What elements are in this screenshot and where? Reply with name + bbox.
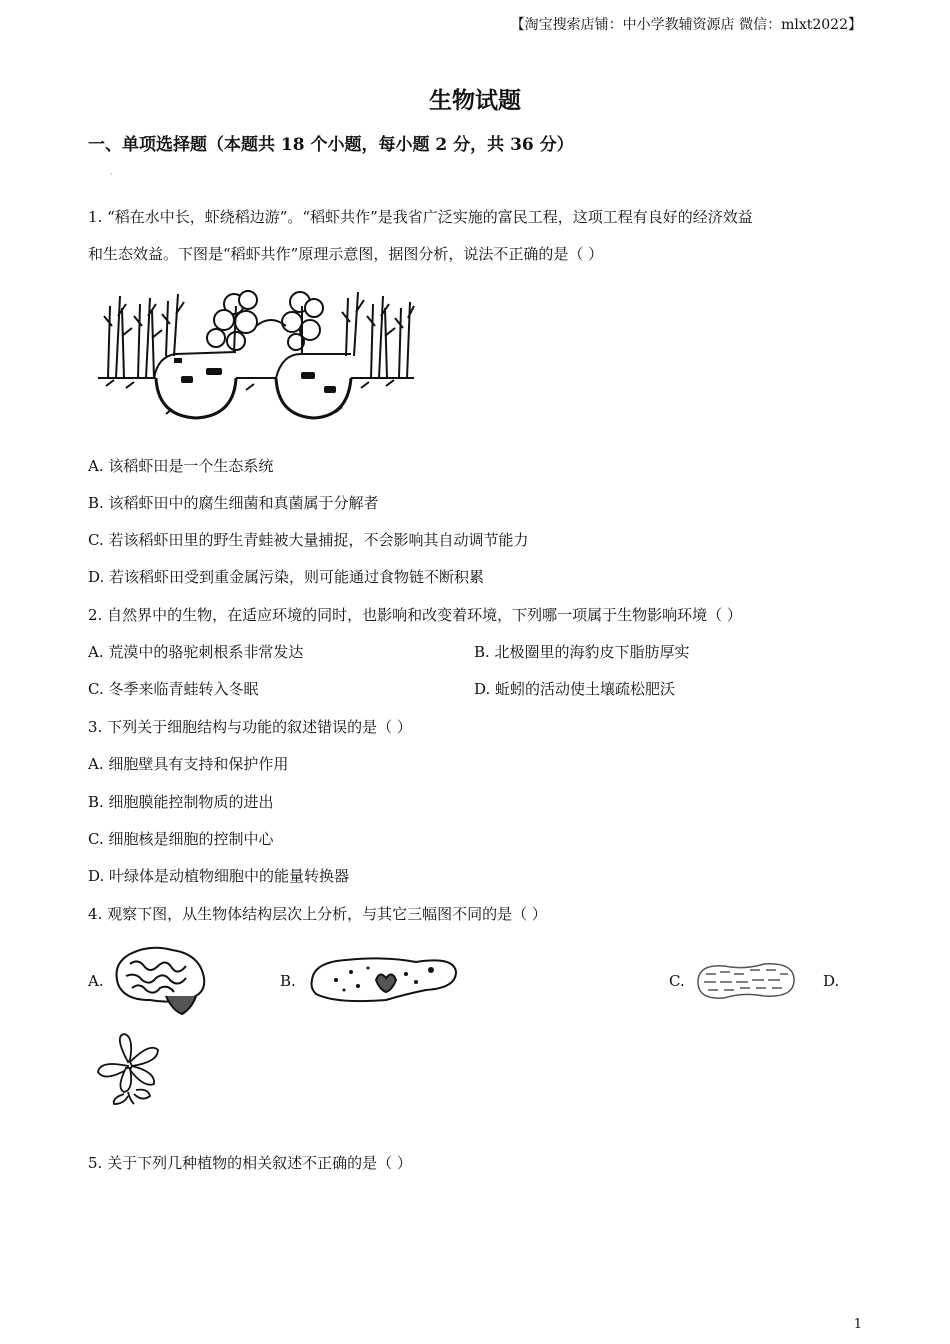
q3-option-a: A. 细胞壁具有支持和保护作用 [88, 755, 289, 773]
rice-shrimp-diagram [96, 286, 416, 431]
brain-illustration [110, 944, 210, 1016]
tissue-illustration [694, 960, 798, 1002]
q2-option-b: B. 北极圈里的海豹皮下脂肪厚实 [474, 643, 690, 661]
q1-stem-line1: 1. “稻在水中长，虾绕稻边游”。“稻虾共作”是我省广泛实施的富民工程，这项工程有良好的经济效益 [88, 208, 753, 226]
q4-stem: 4. 观察下图，从生物体结构层次上分析，与其它三幅图不同的是（ ） [88, 905, 547, 923]
section-heading: 一、单项选择题（本题共 18 个小题，每小题 2 分，共 36 分） [88, 135, 574, 155]
q1-option-b: B. 该稻虾田中的腐生细菌和真菌属于分解者 [88, 494, 379, 512]
q3-option-c: C. 细胞核是细胞的控制中心 [88, 830, 274, 848]
q3-option-d: D. 叶绿体是动植物细胞中的能量转换器 [88, 867, 350, 885]
q4-label-c: C. [669, 972, 685, 990]
q2-stem: 2. 自然界中的生物，在适应环境的同时，也影响和改变着环境，下列哪一项属于生物影响环境（ ） [88, 606, 742, 624]
page-number: 1 [853, 1317, 862, 1332]
paramecium-illustration [306, 950, 458, 1006]
q1-option-a: A. 该稻虾田是一个生态系统 [88, 457, 274, 475]
page-title: 生物试题 [429, 87, 521, 114]
q4-label-a: A. [88, 972, 104, 990]
q2-option-a: A. 荒漠中的骆驼刺根系非常发达 [88, 643, 304, 661]
q3-stem: 3. 下列关于细胞结构与功能的叙述错误的是（ ） [88, 718, 412, 736]
page-header: 【淘宝搜索店铺：中小学教辅资源店 微信：mlxt2022】 [510, 17, 862, 33]
q2-option-d: D. 蚯蚓的活动使土壤疏松肥沃 [474, 680, 676, 698]
q3-option-b: B. 细胞膜能控制物质的进出 [88, 793, 274, 811]
q4-label-b: B. [280, 972, 296, 990]
q2-option-c: C. 冬季来临青蛙转入冬眠 [88, 680, 259, 698]
q1-stem-line2: 和生态效益。下图是“稻虾共作”原理示意图，据图分析，说法不正确的是（ ） [88, 245, 604, 263]
stray-dot: · [110, 170, 113, 179]
q4-label-d: D. [823, 972, 840, 990]
q1-option-d: D. 若该稻虾田受到重金属污染，则可能通过食物链不断积累 [88, 568, 485, 586]
q5-stem: 5. 关于下列几种植物的相关叙述不正确的是（ ） [88, 1154, 412, 1172]
lily-flower-illustration [94, 1032, 166, 1106]
q1-option-c: C. 若该稻虾田里的野生青蛙被大量捕捉，不会影响其自动调节能力 [88, 531, 529, 549]
